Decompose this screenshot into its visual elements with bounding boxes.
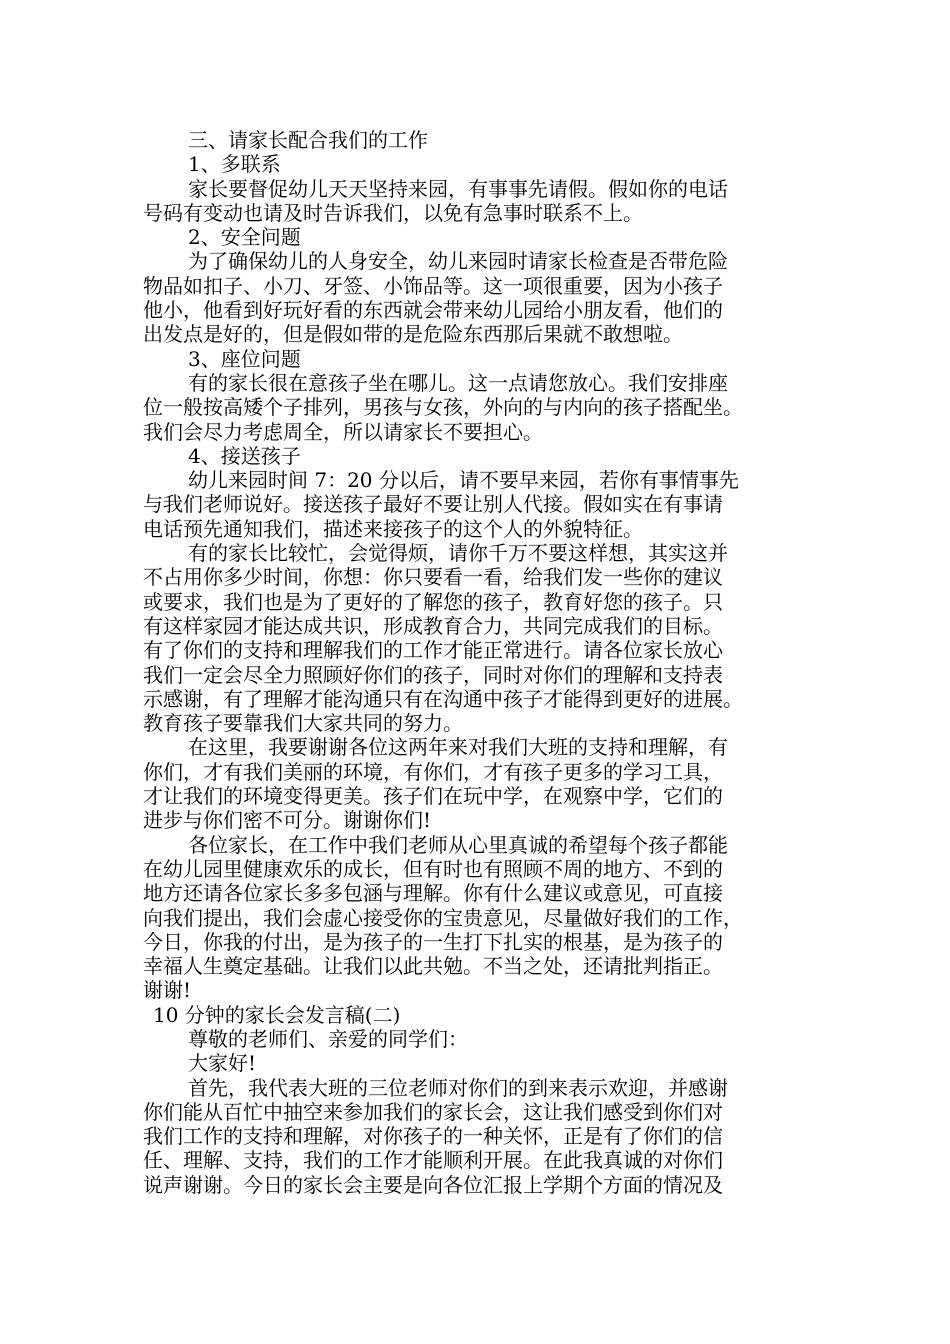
text-line: 1、多联系 bbox=[188, 152, 281, 177]
text-line: 谢谢! bbox=[143, 978, 192, 1003]
text-line: 各位家长，在工作中我们老师从心里真诚的希望每个孩子都能 bbox=[188, 832, 728, 857]
document-body bbox=[143, 128, 823, 1197]
text-line: 家长要督促幼儿天天坚持来园，有事事先请假。假如你的电话 bbox=[188, 176, 728, 201]
text-line: 你们，才有我们美丽的环境，有你们，才有孩子更多的学习工具， bbox=[143, 759, 723, 784]
text-line: 号码有变动也请及时告诉我们，以免有急事时联系不上。 bbox=[143, 200, 643, 225]
text-line: 大家好! bbox=[188, 1051, 257, 1076]
text-line: 不占用你多少时间，你想：你只要看一看，给我们发一些你的建议 bbox=[143, 565, 723, 590]
text-line: 出发点是好的，但是假如带的是危险东西那后果就不敢想啦。 bbox=[143, 322, 683, 347]
text-line: 有的家长很在意孩子坐在哪儿。这一点请您放心。我们安排座 bbox=[188, 370, 728, 395]
text-line: 幼儿来园时间 7：20 分以后，请不要早来园，若你有事情事先 bbox=[188, 468, 739, 493]
text-line: 有这样家园才能达成共识，形成教育合力，共同完成我们的目标。 bbox=[143, 613, 723, 638]
text-line: 任、理解、支持，我们的工作才能顺利开展。在此我真诚的对你们 bbox=[143, 1148, 723, 1173]
text-line: 电话预先通知我们，描述来接孩子的这个人的外貌特征。 bbox=[143, 516, 643, 541]
text-line: 示感谢，有了理解才能沟通只有在沟通中孩子才能得到更好的进展。 bbox=[143, 686, 743, 711]
text-line: 4、接送孩子 bbox=[188, 443, 301, 468]
text-line: 幸福人生奠定基础。让我们以此共勉。不当之处，还请批判指正。 bbox=[143, 954, 723, 979]
text-line: 为了确保幼儿的人身安全，幼儿来园时请家长检查是否带危险 bbox=[188, 249, 728, 274]
text-line: 3、座位问题 bbox=[188, 346, 301, 371]
text-line: 在这里，我要谢谢各位这两年来对我们大班的支持和理解，有 bbox=[188, 735, 728, 760]
text-line: 我们会尽力考虑周全，所以请家长不要担心。 bbox=[143, 419, 543, 444]
text-line: 我们工作的支持和理解，对你孩子的一种关怀，正是有了你们的信 bbox=[143, 1124, 723, 1149]
text-line: 今日，你我的付出，是为孩子的一生打下扎实的根基，是为孩子的 bbox=[143, 929, 723, 954]
text-line: 教育孩子要靠我们大家共同的努力。 bbox=[143, 711, 463, 736]
text-line: 与我们老师说好。接送孩子最好不要让别人代接。假如实在有事请 bbox=[143, 492, 723, 517]
text-line: 尊敬的老师们、亲爱的同学们： bbox=[188, 1026, 468, 1051]
text-line: 说声谢谢。今日的家长会主要是向各位汇报上学期个方面的情况及 bbox=[143, 1172, 723, 1197]
text-line: 位一般按高矮个子排列，男孩与女孩，外向的与内向的孩子搭配坐。 bbox=[143, 395, 743, 420]
text-line: 他小，他看到好玩好看的东西就会带来幼儿园给小朋友看，他们的 bbox=[143, 298, 723, 323]
text-line: 首先，我代表大班的三位老师对你们的到来表示欢迎，并感谢 bbox=[188, 1075, 728, 1100]
section-heading: 10 分钟的家长会发言稿(二) bbox=[153, 1002, 401, 1027]
text-line: 三、请家长配合我们的工作 bbox=[188, 128, 428, 152]
text-line: 物品如扣子、小刀、牙签、小饰品等。这一项很重要，因为小孩子 bbox=[143, 273, 723, 298]
text-line: 向我们提出，我们会虚心接受你的宝贵意见，尽量做好我们的工作， bbox=[143, 905, 743, 930]
text-line: 地方还请各位家长多多包涵与理解。你有什么建议或意见，可直接 bbox=[143, 881, 723, 906]
text-line: 有了你们的支持和理解我们的工作才能正常进行。请各位家长放心 bbox=[143, 638, 723, 663]
text-line: 或要求，我们也是为了更好的了解您的孩子，教育好您的孩子。只 bbox=[143, 589, 723, 614]
text-line: 有的家长比较忙，会觉得烦，请你千万不要这样想，其实这并 bbox=[188, 541, 728, 566]
text-line: 你们能从百忙中抽空来参加我们的家长会，这让我们感受到你们对 bbox=[143, 1099, 723, 1124]
text-line: 进步与你们密不可分。谢谢你们! bbox=[143, 808, 432, 833]
text-line: 我们一定会尽全力照顾好你们的孩子，同时对你们的理解和支持表 bbox=[143, 662, 723, 687]
text-line: 才让我们的环境变得更美。孩子们在玩中学，在观察中学，它们的 bbox=[143, 784, 723, 809]
text-line: 2、安全问题 bbox=[188, 225, 301, 250]
text-line: 在幼儿园里健康欢乐的成长，但有时也有照顾不周的地方、不到的 bbox=[143, 856, 723, 881]
